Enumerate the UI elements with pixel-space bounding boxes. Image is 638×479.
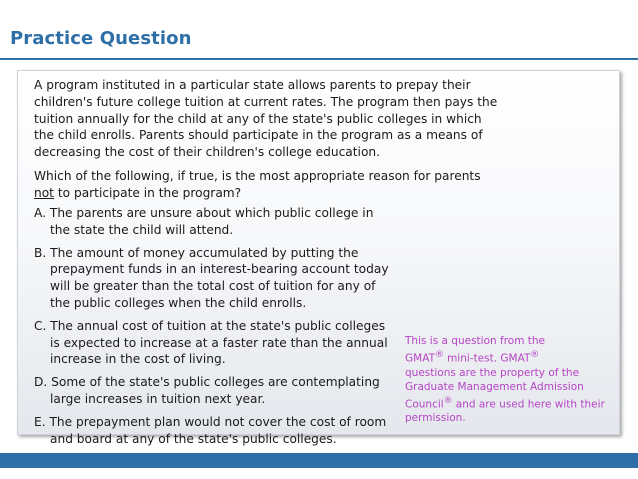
answer-options: [34, 205, 394, 453]
option-text: Some of the state's public colleges are contemplating large increases in tuition next year.: [50, 375, 380, 406]
prompt-text-start: Which of the following, if true, is the most appropriate reason for parents: [34, 168, 481, 183]
option-letter: C.: [34, 318, 47, 333]
prompt-emphasis: not: [34, 185, 54, 200]
answer-option-c[interactable]: [34, 318, 394, 368]
option-text: The amount of money accumulated by putting the prepayment funds in an interest-bearing account today will be greater than the total cost of tuition for any of the public colleges when the child enrolls.: [50, 245, 389, 310]
attribution-note: [405, 334, 630, 425]
prompt-text-end: to participate in the program?: [53, 185, 242, 200]
page-title: Practice Question: [10, 28, 192, 49]
note-gmat: GMAT: [405, 352, 435, 365]
registered-mark: ®: [443, 395, 453, 406]
registered-mark: ®: [530, 350, 540, 360]
note-mid: mini-test. GMAT: [443, 352, 531, 365]
note-rest: questions are the property of the Graduate Management Admission Council: [405, 366, 584, 410]
option-text: The annual cost of tuition at the state's public colleges is expected to increase at a faster rate than the annual increase in the cost of living.: [50, 318, 388, 367]
option-letter: A.: [34, 206, 46, 220]
title-divider: [0, 58, 638, 60]
answer-option-d[interactable]: [34, 374, 394, 408]
option-text: The prepayment plan would not cover the cost of room and board at any of the state's public colleges.: [49, 414, 387, 446]
note-end: and are used here with their permission.: [405, 398, 605, 424]
registered-mark: ®: [434, 350, 444, 360]
answer-option-a[interactable]: [34, 205, 394, 239]
option-letter: D.: [34, 375, 48, 390]
question-stem: [34, 77, 504, 209]
footer-bar: [0, 453, 638, 468]
question-passage: A program instituted in a particular state allows parents to prepay their children's future college tuition at current rates. The program then pays the tuition annually for the child at any of the state's public colleges in which the child enrolls. Parents should participate in the program as a means of decreasing the cost of their children's college education.: [34, 78, 498, 160]
note-line-1: This is a question from the: [405, 335, 545, 347]
question-prompt: [34, 168, 504, 202]
answer-option-b[interactable]: [34, 245, 394, 312]
option-letter: E.: [34, 414, 46, 429]
answer-option-e[interactable]: [34, 414, 394, 448]
option-text: The parents are unsure about which public college in the state the child will attend.: [49, 206, 374, 237]
option-letter: B.: [34, 245, 47, 260]
